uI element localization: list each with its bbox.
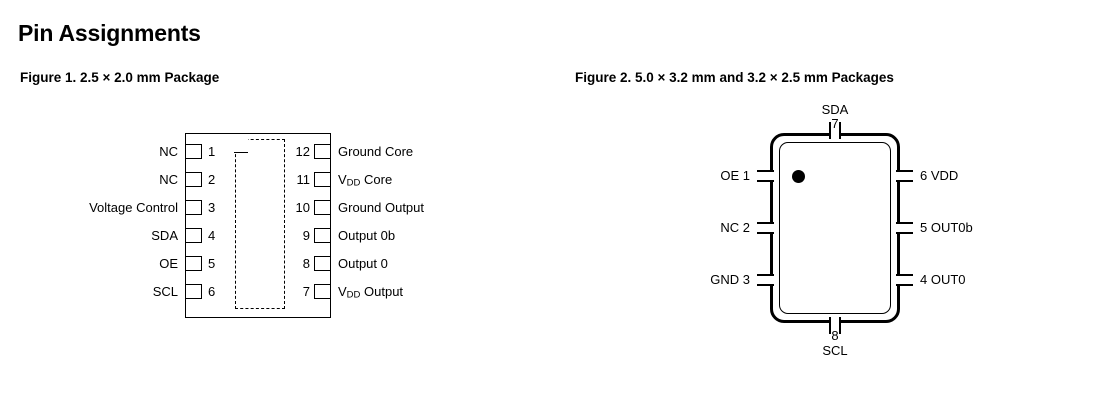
pin-number-8-bottom: 8	[831, 328, 839, 343]
package-inner-outline	[779, 142, 891, 314]
pin-number-9: 9	[302, 228, 310, 243]
pin-box-left-6	[185, 284, 202, 299]
pin-number-11: 11	[296, 172, 310, 187]
pin-number-12: 12	[295, 144, 310, 159]
pin-number-8: 8	[302, 256, 310, 271]
pin-number-10: 10	[295, 200, 310, 215]
pin-label-7-sda: SDA	[821, 102, 849, 117]
package-notch-corner	[234, 138, 248, 153]
pin-label-11-suffix: Core	[360, 172, 393, 187]
pin-box-right-8	[314, 256, 331, 271]
pin-label-6-vdd: 6 VDD	[920, 168, 959, 183]
pin-label-8: Output 0	[338, 256, 388, 271]
pin-label-4: SDA	[151, 228, 178, 243]
lead-pin-1	[757, 170, 774, 182]
pin-number-2: 2	[208, 172, 216, 187]
pin-box-left-4	[185, 228, 202, 243]
pin-box-right-10	[314, 200, 331, 215]
lead-pin-5	[896, 222, 913, 234]
package-outline-5x3	[770, 133, 900, 323]
pin-label-3: Voltage Control	[89, 200, 178, 215]
figure2-caption: Figure 2. 5.0 × 3.2 mm and 3.2 × 2.5 mm Packages	[575, 70, 894, 85]
page-title: Pin Assignments	[18, 20, 201, 46]
pin1-dot-marker	[792, 170, 805, 183]
pin-label-3-gnd: GND 3	[710, 272, 750, 287]
pin-number-3: 3	[208, 200, 216, 215]
pin-number-1: 1	[208, 144, 216, 159]
pin-box-right-7	[314, 284, 331, 299]
pin-label-1-oe: OE 1	[720, 168, 750, 183]
pin-box-right-9	[314, 228, 331, 243]
pin-label-11-subscript: DD	[346, 177, 361, 189]
pin-label-2: NC	[159, 172, 178, 187]
package-notch-marking	[235, 139, 285, 309]
lead-pin-4	[896, 274, 913, 286]
figure2-diagram	[560, 95, 1105, 395]
pin-label-12: Ground Core	[338, 144, 414, 159]
pin-label-7-prefix: V	[338, 284, 347, 299]
pin-label-6: SCL	[152, 284, 178, 299]
pin-number-7-top: 7	[831, 116, 839, 131]
pin-box-right-11	[314, 172, 331, 187]
pin-number-6: 6	[208, 284, 216, 299]
pin-box-left-3	[185, 200, 202, 215]
pin-label-2-nc: NC 2	[720, 220, 750, 235]
pin-label-7-suffix: Output	[360, 284, 404, 299]
pin-label-4-out0: 4 OUT0	[920, 272, 966, 287]
pin-label-5-out0b: 5 OUT0b	[920, 220, 973, 235]
lead-pin-2	[757, 222, 774, 234]
pin-box-right-12	[314, 144, 331, 159]
pin-label-1: NC	[159, 144, 178, 159]
pin-box-left-2	[185, 172, 202, 187]
pin-label-11	[338, 172, 392, 191]
lead-pin-6	[896, 170, 913, 182]
pin-label-7-subscript: DD	[346, 289, 361, 301]
pin-label-5: OE	[159, 256, 178, 271]
lead-pin-3	[757, 274, 774, 286]
pin-label-7	[338, 284, 403, 303]
pin-box-left-5	[185, 256, 202, 271]
pin-number-4: 4	[208, 228, 216, 243]
figure1-diagram	[0, 100, 520, 360]
pin-box-left-1	[185, 144, 202, 159]
figure1-caption: Figure 1. 2.5 × 2.0 mm Package	[20, 70, 220, 85]
pin-label-11-prefix: V	[338, 172, 347, 187]
pin-label-8-scl: SCL	[822, 343, 848, 358]
pin-number-5: 5	[208, 256, 216, 271]
pin-label-10: Ground Output	[338, 200, 424, 215]
pin-label-9: Output 0b	[338, 228, 396, 243]
pin-number-7: 7	[302, 284, 310, 299]
